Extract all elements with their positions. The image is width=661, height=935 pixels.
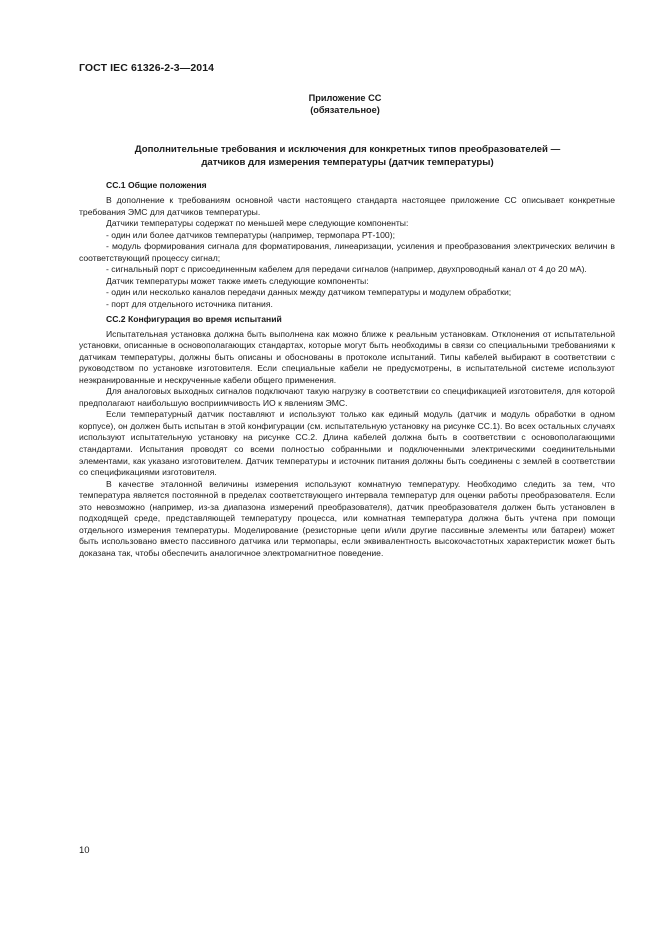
paragraph: Испытательная установка должна быть выполнена как можно ближе к реальным установкам. Отклонения от испытательной установки, описанные в основополагающих стандартах, которые могут быть необходимы в связи со специальными требованиями к датчикам температуры, должны быть описаны и обоснованы в протоколе испытаний. Типы кабелей выбирают в соответствии с руководством по установке изготовителя. Если специальные кабели не предусмотрены, в испытательной системе используют неэкранированные и нескрученные кабели общего применения. (79, 328, 615, 385)
annex-title (79, 143, 616, 169)
paragraph: Датчик температуры может также иметь следующие компоненты: (106, 275, 369, 286)
annex-heading (0, 92, 661, 116)
section-heading-cc2: СС.2 Конфигурация во время испытаний (106, 313, 282, 324)
list-item: - сигнальный порт с присоединенным кабелем для передачи сигналов (например, двухпроводный канал от 4 до 20 мА). (106, 264, 587, 275)
paragraph: Если температурный датчик поставляют и используют только как единый модуль (датчик и модуль обработки в одном корпусе), он должен быть испытан в этой конфигурации (см. испытательную установку на рисунке СС.1). Во всех остальных случаях используют испытательную установку на рисунке СС.2. Длина кабелей должна быть в соответствии с основополагающими стандартами. Испытания проводят со всеми полностью собранными и подключенными электрическими соединительными элементами, как указано изготовителем. Датчик температуры и источник питания должны быть соединены с землей в соответствии со спецификациями изготовителя. (79, 409, 615, 478)
paragraph: Для аналоговых выходных сигналов подключают такую нагрузку в соответствии со спецификацией изготовителя, для которой предполагают наибольшую восприимчивость ИО к явлениям ЭМС. (79, 386, 615, 408)
section-heading-cc1: СС.1 Общие положения (106, 180, 207, 190)
annex-name: Приложение СС (308, 93, 382, 103)
paragraph: В качестве эталонной величины измерения используют комнатную температуру. Необходимо следить за тем, что температура является постоянной в пределах соответствующего интервала температур для оценки работы преобразователя. Если это невозможно (например, из-за диапазона измерений преобразователя), датчик преобразователя должен быть установлен в подходящей среде, представляющей температуру процесса, или комнатная температура должна быть учтена при помощи отдельного измерения температуры. Моделирование (резисторные цепи и/или другие пассивные элементы или батареи) может быть использовано вместо пассивного датчика или термопары, если эквивалентность высокочастотных характеристик может быть доказана так, чтобы обеспечить аналогичное электромагнитное поведение. (79, 478, 615, 558)
list-item: - один или более датчиков температуры (например, термопара РТ-100); (106, 229, 395, 240)
annex-status: (обязательное) (310, 105, 380, 115)
annex-title-line-1: Дополнительные требования и исключения для конкретных типов преобразователей — (134, 144, 561, 155)
annex-title-line-2: датчиков для измерения температуры (датчик температуры) (201, 157, 494, 168)
list-item: - модуль формирования сигнала для форматирования, линеаризации, усиления и преобразования электрических величин в соответствующий процессу сигнал; (79, 241, 615, 263)
paragraph: В дополнение к требованиям основной части настоящего стандарта настоящее приложение СС описывает конкретные требования ЭМС для датчиков температуры. (79, 195, 615, 217)
page-number: 10 (79, 845, 90, 856)
paragraph: Датчики температуры содержат по меньшей мере следующие компоненты: (106, 218, 409, 229)
list-item: - один или несколько каналов передачи данных между датчиком температуры и модулем обработки; (106, 287, 512, 298)
document-header: ГОСТ IEC 61326-2-3—2014 (79, 62, 215, 74)
document-body (79, 180, 615, 560)
list-item: - порт для отдельного источника питания. (106, 298, 273, 309)
